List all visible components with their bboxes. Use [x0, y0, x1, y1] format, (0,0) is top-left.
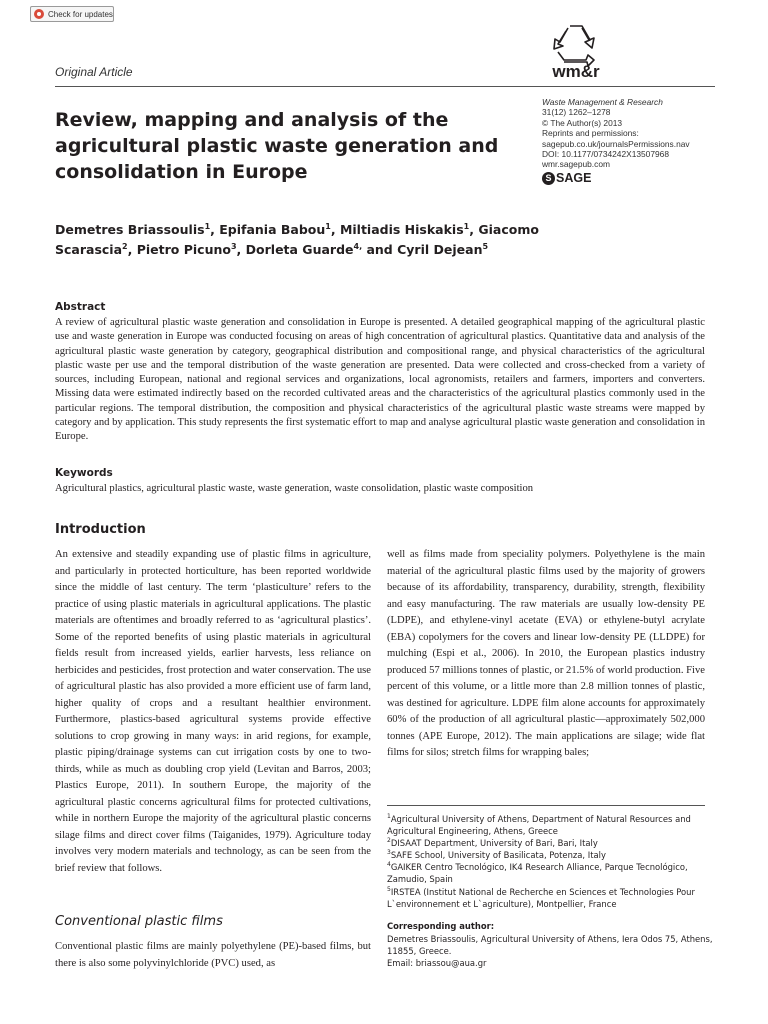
affiliation-number: 4 — [387, 861, 391, 869]
author-name: Miltiadis Hiskakis — [339, 222, 464, 237]
affiliation-item — [387, 861, 717, 885]
introduction-left-column: An extensive and steadily expanding use of plastic films in agriculture, and particularly in protected horticulture, has been reported worldwide since the middle of last century. The term ‘plasticulture’ refers to the practice of using plastic materials in agricultural applications. The plastic materials are oftentimes and broadly referred to as ‘agricultural plastics’. Some of the reported benefits of using plastic materials in agricultural fields result from increased yields, earlier harvests, less reliance on herbicides and pesticides, frost protection and water conservation. The use of agricultural plastic has also provided a more efficient use of farm land, higher quality of crops and a resultant healthier environment. Furthermore, plastics-based agricultural systems provide effective solutions to crop growing in many ways: in arid regions, for example, plastic piping/drainage systems can cut irrigation costs by one to two-thirds, while as much as doubling crop yield (Levitan and Barros, 2003; Plastics Europe, 2011). In southern Europe, the majority of the agricultural plastic concerns agricultural films for protected cultivations, while in northern Europe the majority of the agricultural plastic concerns silage films and direct cover films (Taiganides, 1979). Agriculture today involves very modern materials and technology, as can be seen from the brief review that follows. — [55, 549, 371, 874]
publisher-logo — [542, 171, 591, 185]
author-name: Giacomo Scarascia — [55, 222, 539, 257]
author-separator: , — [469, 222, 479, 237]
author-name: Demetres Briassoulis — [55, 222, 205, 237]
author-affiliation-mark: 1 — [325, 221, 331, 231]
author-separator: , — [236, 242, 246, 257]
doi[interactable]: DOI: 10.1177/0734242X13507968 — [542, 149, 669, 160]
header-rule — [55, 86, 715, 87]
author-separator: and — [362, 242, 398, 257]
affiliation-list — [387, 813, 717, 910]
corresponding-author — [387, 933, 717, 969]
author-affiliation-mark: 1 — [463, 221, 470, 231]
introduction-heading: Introduction — [55, 522, 146, 537]
author-name: Cyril Dejean — [397, 242, 483, 257]
corresponding-author-address: Demetres Briassoulis, Agricultural University of Athens, Iera Odos 75, Athens, 11855, Greece. — [387, 934, 713, 956]
keywords-text: Agricultural plastics, agricultural plastic waste, waste generation, waste consolidation, plastic waste composition — [55, 483, 534, 494]
author-separator: , — [210, 222, 220, 237]
affiliation-text: GAIKER Centro Tecnológico, IK4 Research Alliance, Parque Tecnológico, Zamudio, Spain — [387, 862, 688, 885]
affiliation-item — [387, 849, 717, 861]
journal-site-link[interactable]: wmr.sagepub.com — [542, 159, 610, 170]
author-affiliation-mark: 3 — [230, 241, 237, 251]
author-affiliation-mark: 4, — [353, 241, 363, 251]
paper-title: Review, mapping and analysis of the agricultural plastic waste generation and consolidation in Europe — [55, 109, 499, 183]
affiliation-number: 2 — [387, 837, 391, 845]
volume-pages: 31(12) 1262–1278 — [542, 107, 611, 118]
copyright: © The Author(s) 2013 — [542, 117, 623, 128]
affiliation-text: IRSTEA (Institut National de Recherche en Sciences et Technologies Pour L`environnement et L`agriculture), Montpellier, France — [387, 886, 695, 909]
reprints-label: Reprints and permissions: — [542, 128, 639, 139]
reprints-link[interactable]: sagepub.co.uk/journalsPermissions.nav — [542, 138, 690, 149]
journal-info — [542, 97, 690, 170]
author-affiliation-mark: 1 — [204, 221, 211, 231]
author-affiliation-mark: 5 — [482, 241, 489, 251]
affiliation-text: DISAAT Department, University of Bari, Bari, Italy — [390, 838, 598, 849]
author-separator: , — [330, 222, 340, 237]
check-for-updates-badge[interactable] — [30, 6, 114, 22]
conventional-films-subheading: Conventional plastic films — [55, 914, 223, 929]
corresponding-author-email[interactable]: Email: briassou@aua.gr — [387, 958, 487, 968]
author-list — [55, 220, 575, 260]
affiliation-text: Agricultural University of Athens, Department of Natural Resources and Agricultural Engineering, Athens, Greece — [387, 814, 691, 837]
abstract-heading: Abstract — [55, 301, 106, 313]
corresponding-author-heading: Corresponding author: — [387, 921, 495, 931]
author-affiliation-mark: 2 — [122, 241, 128, 251]
author-name: Dorleta Guarde — [245, 242, 354, 257]
sage-icon: S — [542, 172, 555, 185]
article-type: Original Article — [55, 65, 133, 79]
affiliation-number: 1 — [387, 813, 391, 821]
keywords-heading: Keywords — [55, 467, 113, 479]
conventional-films-text: Conventional plastic films are mainly polyethylene (PE)-based films, but there is also some polyvinylchloride (PVC) used, as — [55, 941, 371, 969]
publisher-name: SAGE — [556, 171, 592, 185]
affiliation-number: 5 — [387, 885, 391, 893]
abstract-text: A review of agricultural plastic waste generation and consolidation in Europe is presented. A detailed geographical mapping of the agricultural plastic use and waste generation in Europe was conducted focusing on areas of high concentration of agricultural plastics. Quantitative data and analysis of the agricultural plastic waste generation by category, geographical distribution and compositional range, and physical characteristics of the agricultural plastic waste per use and the temporal distribution of the waste generation are presented. Data were collected and cross-checked from a variety of sources, including European, national and regional services and organizations, local agronomists, retailers and farmers, importers and converters. Missing data were estimated indirectly based on the recorded cultivated areas and the characteristics of the agricultural plastics commonly used in the particular regions. The temporal distribution, the composition and physical characteristics of the agricultural plastic waste streams were mapped by category and by application. This study represents the first systematic effort to map and analyse agricultural plastic waste generation and consolidation in Europe. — [55, 317, 705, 443]
journal-logo-text: wm&r — [552, 62, 600, 81]
author-name: Pietro Picuno — [136, 242, 231, 257]
crossmark-icon — [34, 9, 44, 19]
affiliation-text: SAFE School, University of Basilicata, Potenza, Italy — [390, 850, 606, 861]
affiliation-item — [387, 813, 717, 837]
author-name: Epifania Babou — [219, 222, 326, 237]
author-separator: , — [127, 242, 137, 257]
check-for-updates-label: Check for updates — [48, 9, 113, 19]
affiliation-number: 3 — [387, 849, 391, 857]
introduction-right-column: well as films made from speciality polymers. Polyethylene is the main material of the agricultural plastic films used by the majority of growers because of its affordability, transparency, durability, strength, flexibility and easy manufacturing. The raw materials are usually low-density PE (LDPE), and ethylene-vinyl acetate (EVA) or ethylene-butyl acrylate (EBA) copolymers for the covers and linear low-density PE (LLDPE) for mulching (Espi et al., 2006). In 2010, the European plastics industry produced 57 millions tonnes of plastic, or 21.5% of world production. Five percent of this volume, or a little more than 2.8 million tonnes of plastic, was destined for agriculture. LDPE film alone accounts for approximately 60% of the production of all agricultural plastic—approximately 502,000 tonnes (APE Europe, 2012). The main applications are silage; wide flat films for silos; stretch films for wrapping bales; — [387, 549, 705, 758]
footnote-rule — [387, 805, 705, 806]
affiliation-item — [387, 886, 717, 910]
affiliation-item — [387, 837, 717, 849]
journal-name: Waste Management & Research — [542, 97, 663, 107]
